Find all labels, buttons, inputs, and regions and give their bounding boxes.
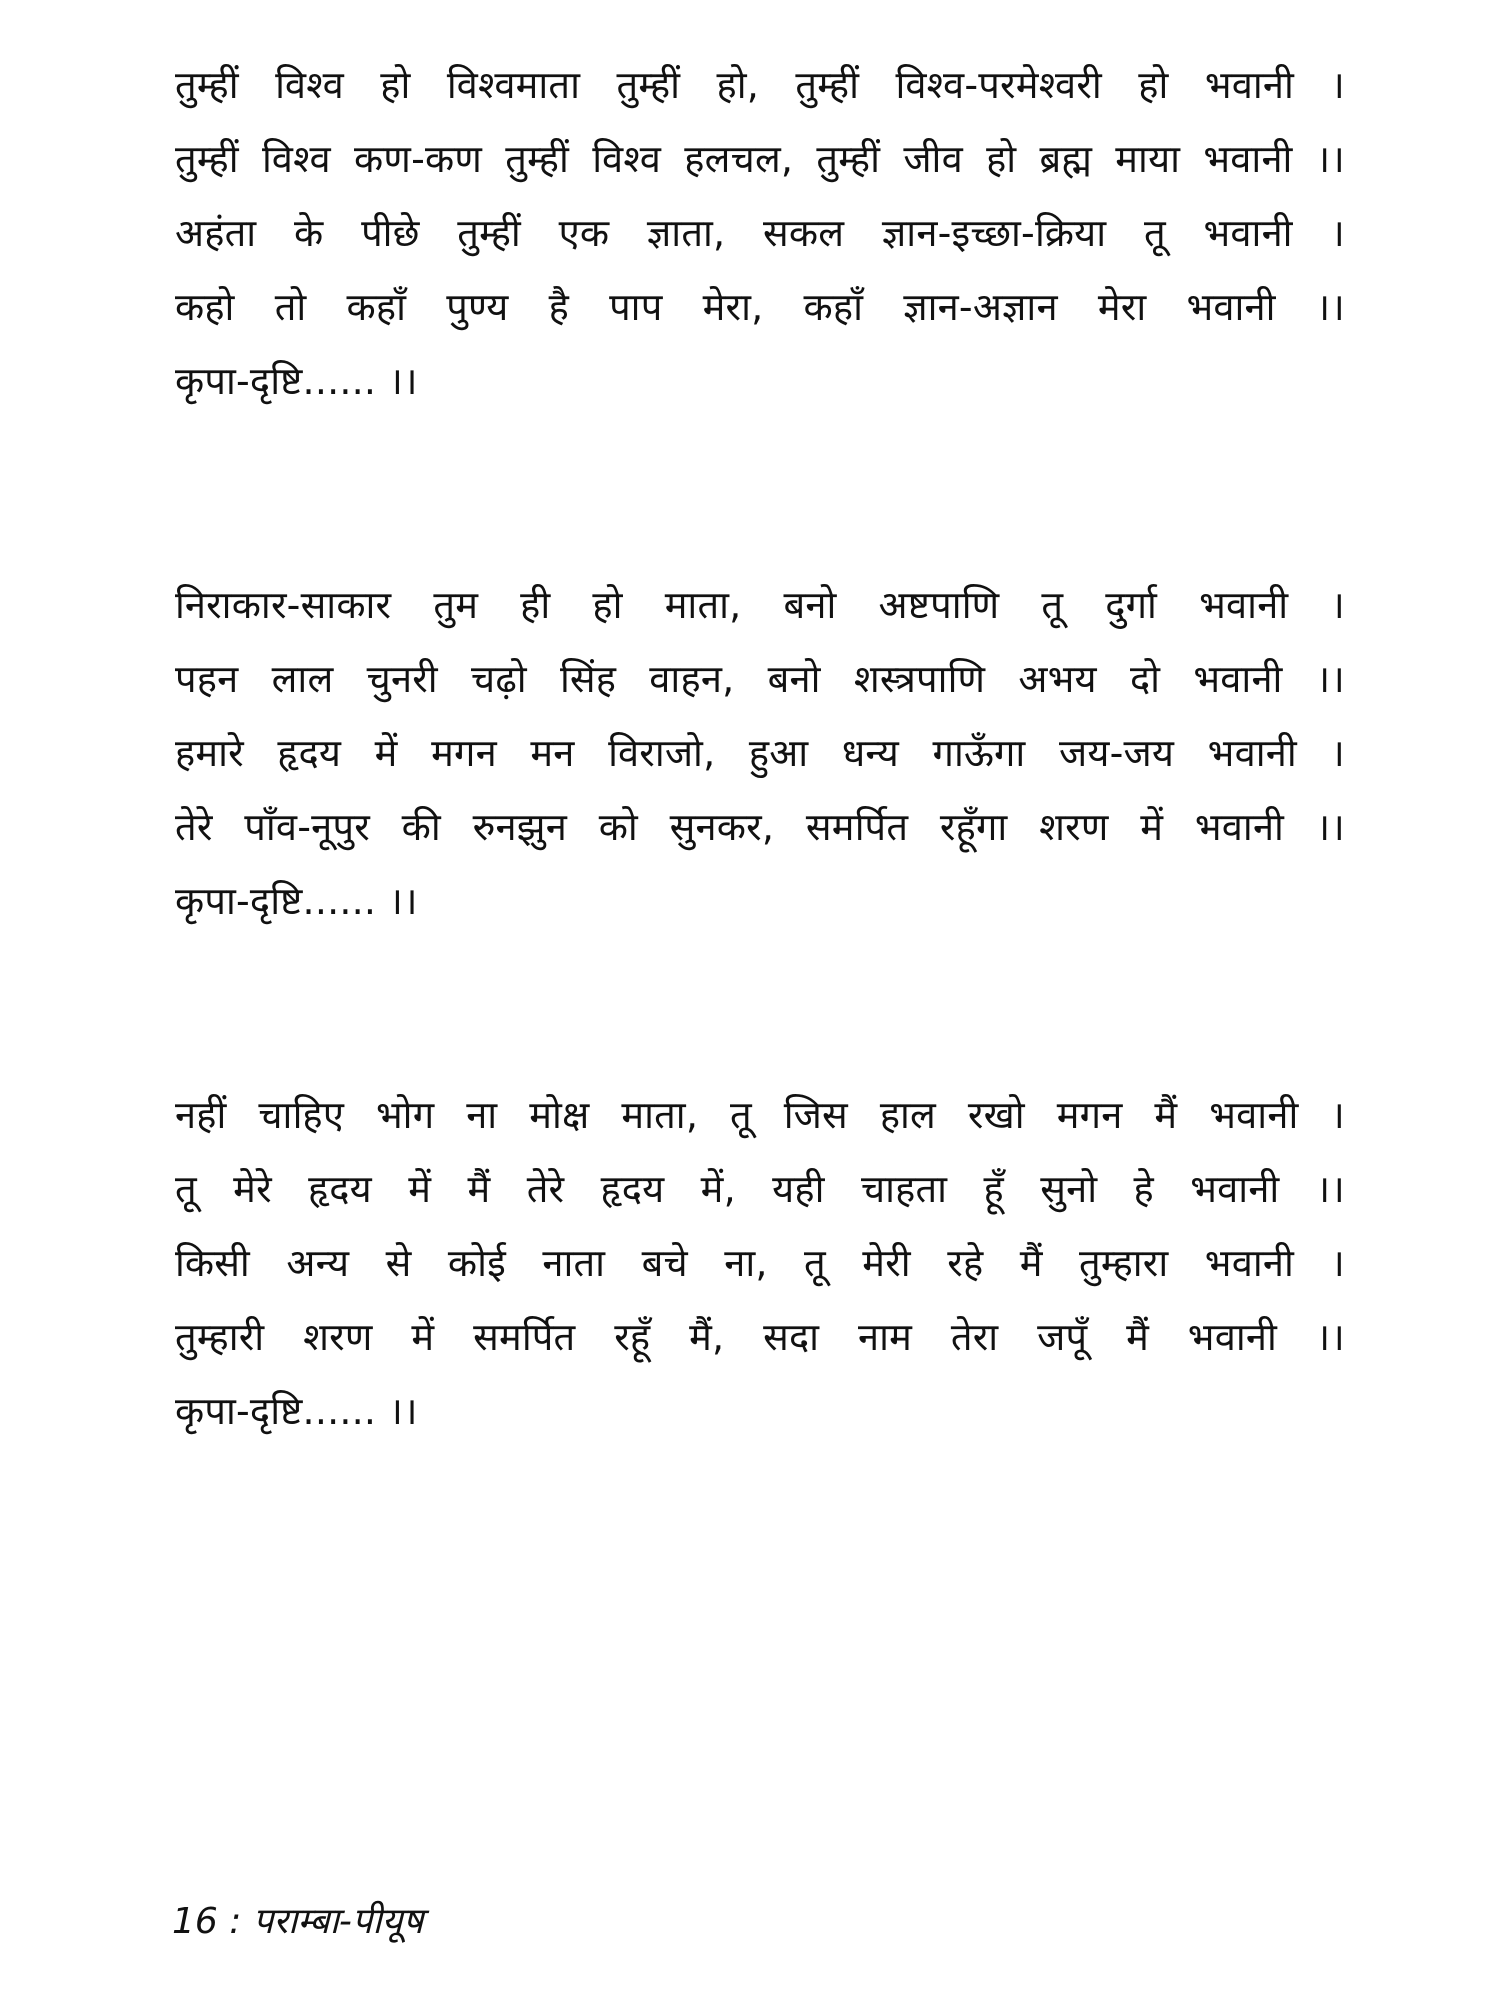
refrain-line: कृपा-दृष्टि...... ।।	[175, 1389, 418, 1433]
verse-line: तुम्हीं विश्व हो विश्वमाता तुम्हीं हो, तुम्हीं विश्व-परमेश्वरी हो भवानी ।	[175, 63, 1345, 107]
verse-line: किसी अन्य से कोई नाता बचे ना, तू मेरी रहे मैं तुम्हारा भवानी ।	[175, 1241, 1345, 1285]
page-footer	[172, 1895, 423, 1944]
stanza-1	[175, 48, 1345, 418]
verse-line: तेरे पाँव-नूपुर की रुनझुन को सुनकर, समर्पित रहूँगा शरण में भवानी ।।	[175, 805, 1345, 849]
page-number: 16 :	[172, 1901, 253, 1942]
verse-line: नहीं चाहिए भोग ना मोक्ष माता, तू जिस हाल रखो मगन मैं भवानी ।	[175, 1093, 1345, 1137]
refrain-line: कृपा-दृष्टि...... ।।	[175, 879, 418, 923]
stanza-3	[175, 1078, 1345, 1448]
verse-line: तुम्हीं विश्व कण-कण तुम्हीं विश्व हलचल, तुम्हीं जीव हो ब्रह्म माया भवानी ।।	[175, 137, 1345, 181]
refrain-line: कृपा-दृष्टि...... ।।	[175, 359, 418, 403]
verse-line: हमारे हृदय में मगन मन विराजो, हुआ धन्य गाऊँगा जय-जय भवानी ।	[175, 731, 1345, 775]
verse-line: पहन लाल चुनरी चढ़ो सिंह वाहन, बनो शस्त्रपाणि अभय दो भवानी ।।	[175, 657, 1345, 701]
book-title: पराम्बा-पीयूष	[252, 1901, 424, 1942]
verse-line: अहंता के पीछे तुम्हीं एक ज्ञाता, सकल ज्ञान-इच्छा-क्रिया तू भवानी ।	[175, 211, 1345, 255]
verse-line: निराकार-साकार तुम ही हो माता, बनो अष्टपाणि तू दुर्गा भवानी ।	[175, 583, 1345, 627]
verse-line: कहो तो कहाँ पुण्य है पाप मेरा, कहाँ ज्ञान-अज्ञान मेरा भवानी ।।	[175, 285, 1345, 329]
stanza-2	[175, 568, 1345, 938]
verse-line: तू मेरे हृदय में मैं तेरे हृदय में, यही चाहता हूँ सुनो हे भवानी ।।	[175, 1167, 1345, 1211]
verse-line: तुम्हारी शरण में समर्पित रहूँ मैं, सदा नाम तेरा जपूँ मैं भवानी ।।	[175, 1315, 1345, 1359]
